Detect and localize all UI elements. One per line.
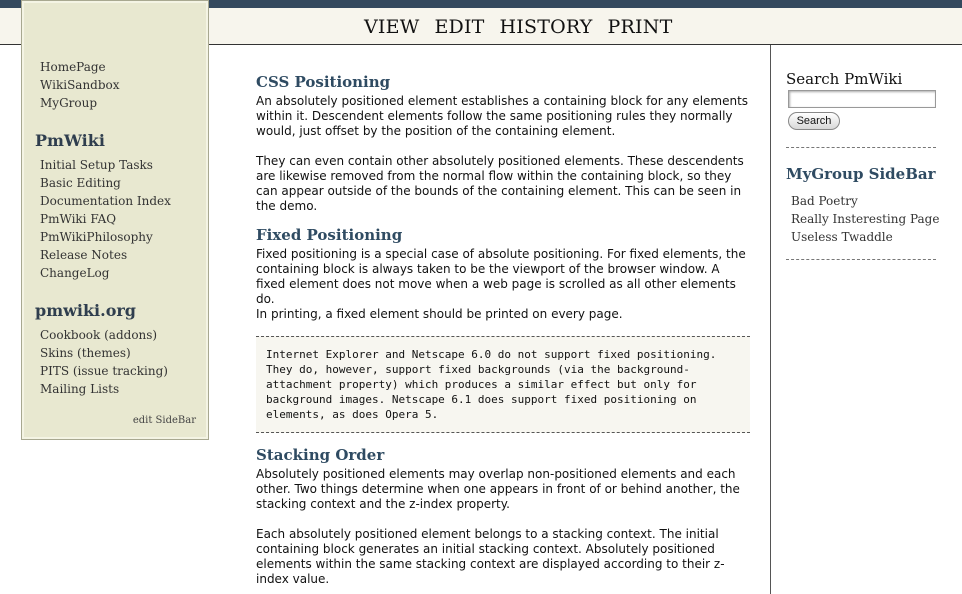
sidebar-link-documentation-index[interactable]: Documentation Index <box>40 194 171 208</box>
paragraph: Fixed positioning is a special case of absolute positioning. For fixed elements, the containing block is always taken to be the viewport of the browser window. A fixed element does not move when a web page is scrolled as all other elements do. <box>256 247 746 306</box>
action-history-link[interactable]: HISTORY <box>499 16 593 38</box>
action-edit-link[interactable]: EDIT <box>434 16 485 38</box>
paragraph: In printing, a fixed element should be printed on every page. <box>256 307 623 321</box>
code-block <box>256 336 750 433</box>
sidebar-link-changelog[interactable]: ChangeLog <box>40 266 110 280</box>
right-column-divider <box>770 45 771 594</box>
sidebar-link-pmwiki-philosophy[interactable]: PmWikiPhilosophy <box>40 230 153 244</box>
sidebar-link-skins[interactable]: Skins (themes) <box>40 346 131 360</box>
sidebar-link-initial-setup[interactable]: Initial Setup Tasks <box>40 158 153 172</box>
sidebar-link-homepage[interactable]: HomePage <box>40 60 106 74</box>
sidebar-link-pits[interactable]: PITS (issue tracking) <box>40 364 168 378</box>
sidebar-heading-pmwiki: PmWiki <box>35 131 105 150</box>
divider <box>786 259 936 260</box>
group-link-bad-poetry[interactable]: Bad Poetry <box>791 194 858 208</box>
paragraph: Absolutely positioned elements may overlap non-positioned elements and each other. Two things determine when one appears in front of or behind another, the stacking context and the z-index property. <box>256 467 740 511</box>
action-print-link[interactable]: PRINT <box>607 16 673 38</box>
left-sidebar <box>21 0 209 440</box>
search-input[interactable] <box>788 90 936 108</box>
sidebar-link-release-notes[interactable]: Release Notes <box>40 248 128 262</box>
edit-sidebar-link[interactable]: edit SideBar <box>132 415 196 426</box>
paragraph: An absolutely positioned element establishes a containing block for any elements within it. Descendent elements follow the same positioning rules they normally would, just offset by the position of the containing element. <box>256 94 749 138</box>
paragraph: They can even contain other absolutely positioned elements. These descendents are likewise removed from the normal flow within the containing block, so they can appear outside of the bounds of the containing element. This can be seen in the demo. <box>256 154 744 213</box>
sidebar-link-basic-editing[interactable]: Basic Editing <box>40 176 121 190</box>
sidebar-link-pmwiki-faq[interactable]: PmWiki FAQ <box>40 212 117 226</box>
sidebar-heading-pmwiki-org: pmwiki.org <box>35 301 136 320</box>
search-label: Search PmWiki <box>786 70 903 88</box>
section-title-css-positioning: CSS Positioning <box>256 73 391 91</box>
group-link-interesting-page[interactable]: Really Insteresting Page <box>791 212 940 226</box>
group-link-useless-twaddle[interactable]: Useless Twaddle <box>791 230 893 244</box>
code-text: Internet Explorer and Netscape 6.0 do not support fixed positioning. They do, however, support fixed backgrounds (via the background- attachment property) which produces a similar effect but only for background images. Netscape 6.1 does support fixed positioning on elements, as does Opera 5. <box>266 348 717 421</box>
sidebar-link-cookbook[interactable]: Cookbook (addons) <box>40 328 158 342</box>
section-title-fixed-positioning: Fixed Positioning <box>256 226 403 244</box>
sidebar-link-mailing-lists[interactable]: Mailing Lists <box>40 382 120 396</box>
search-button[interactable]: Search <box>788 112 840 130</box>
sidebar-link-wikisandbox[interactable]: WikiSandbox <box>40 78 120 92</box>
page-actions <box>364 16 672 38</box>
sidebar-link-mygroup[interactable]: MyGroup <box>40 96 98 110</box>
action-view-link[interactable]: VIEW <box>364 16 420 38</box>
divider <box>786 147 936 148</box>
section-title-stacking-order: Stacking Order <box>256 446 385 464</box>
paragraph: Each absolutely positioned element belongs to a stacking context. The initial containing block generates an initial stacking context. Absolutely positioned elements within the same stacking context are displayed according to their z-index value. <box>256 527 725 586</box>
group-sidebar-heading: MyGroup SideBar <box>786 165 936 183</box>
